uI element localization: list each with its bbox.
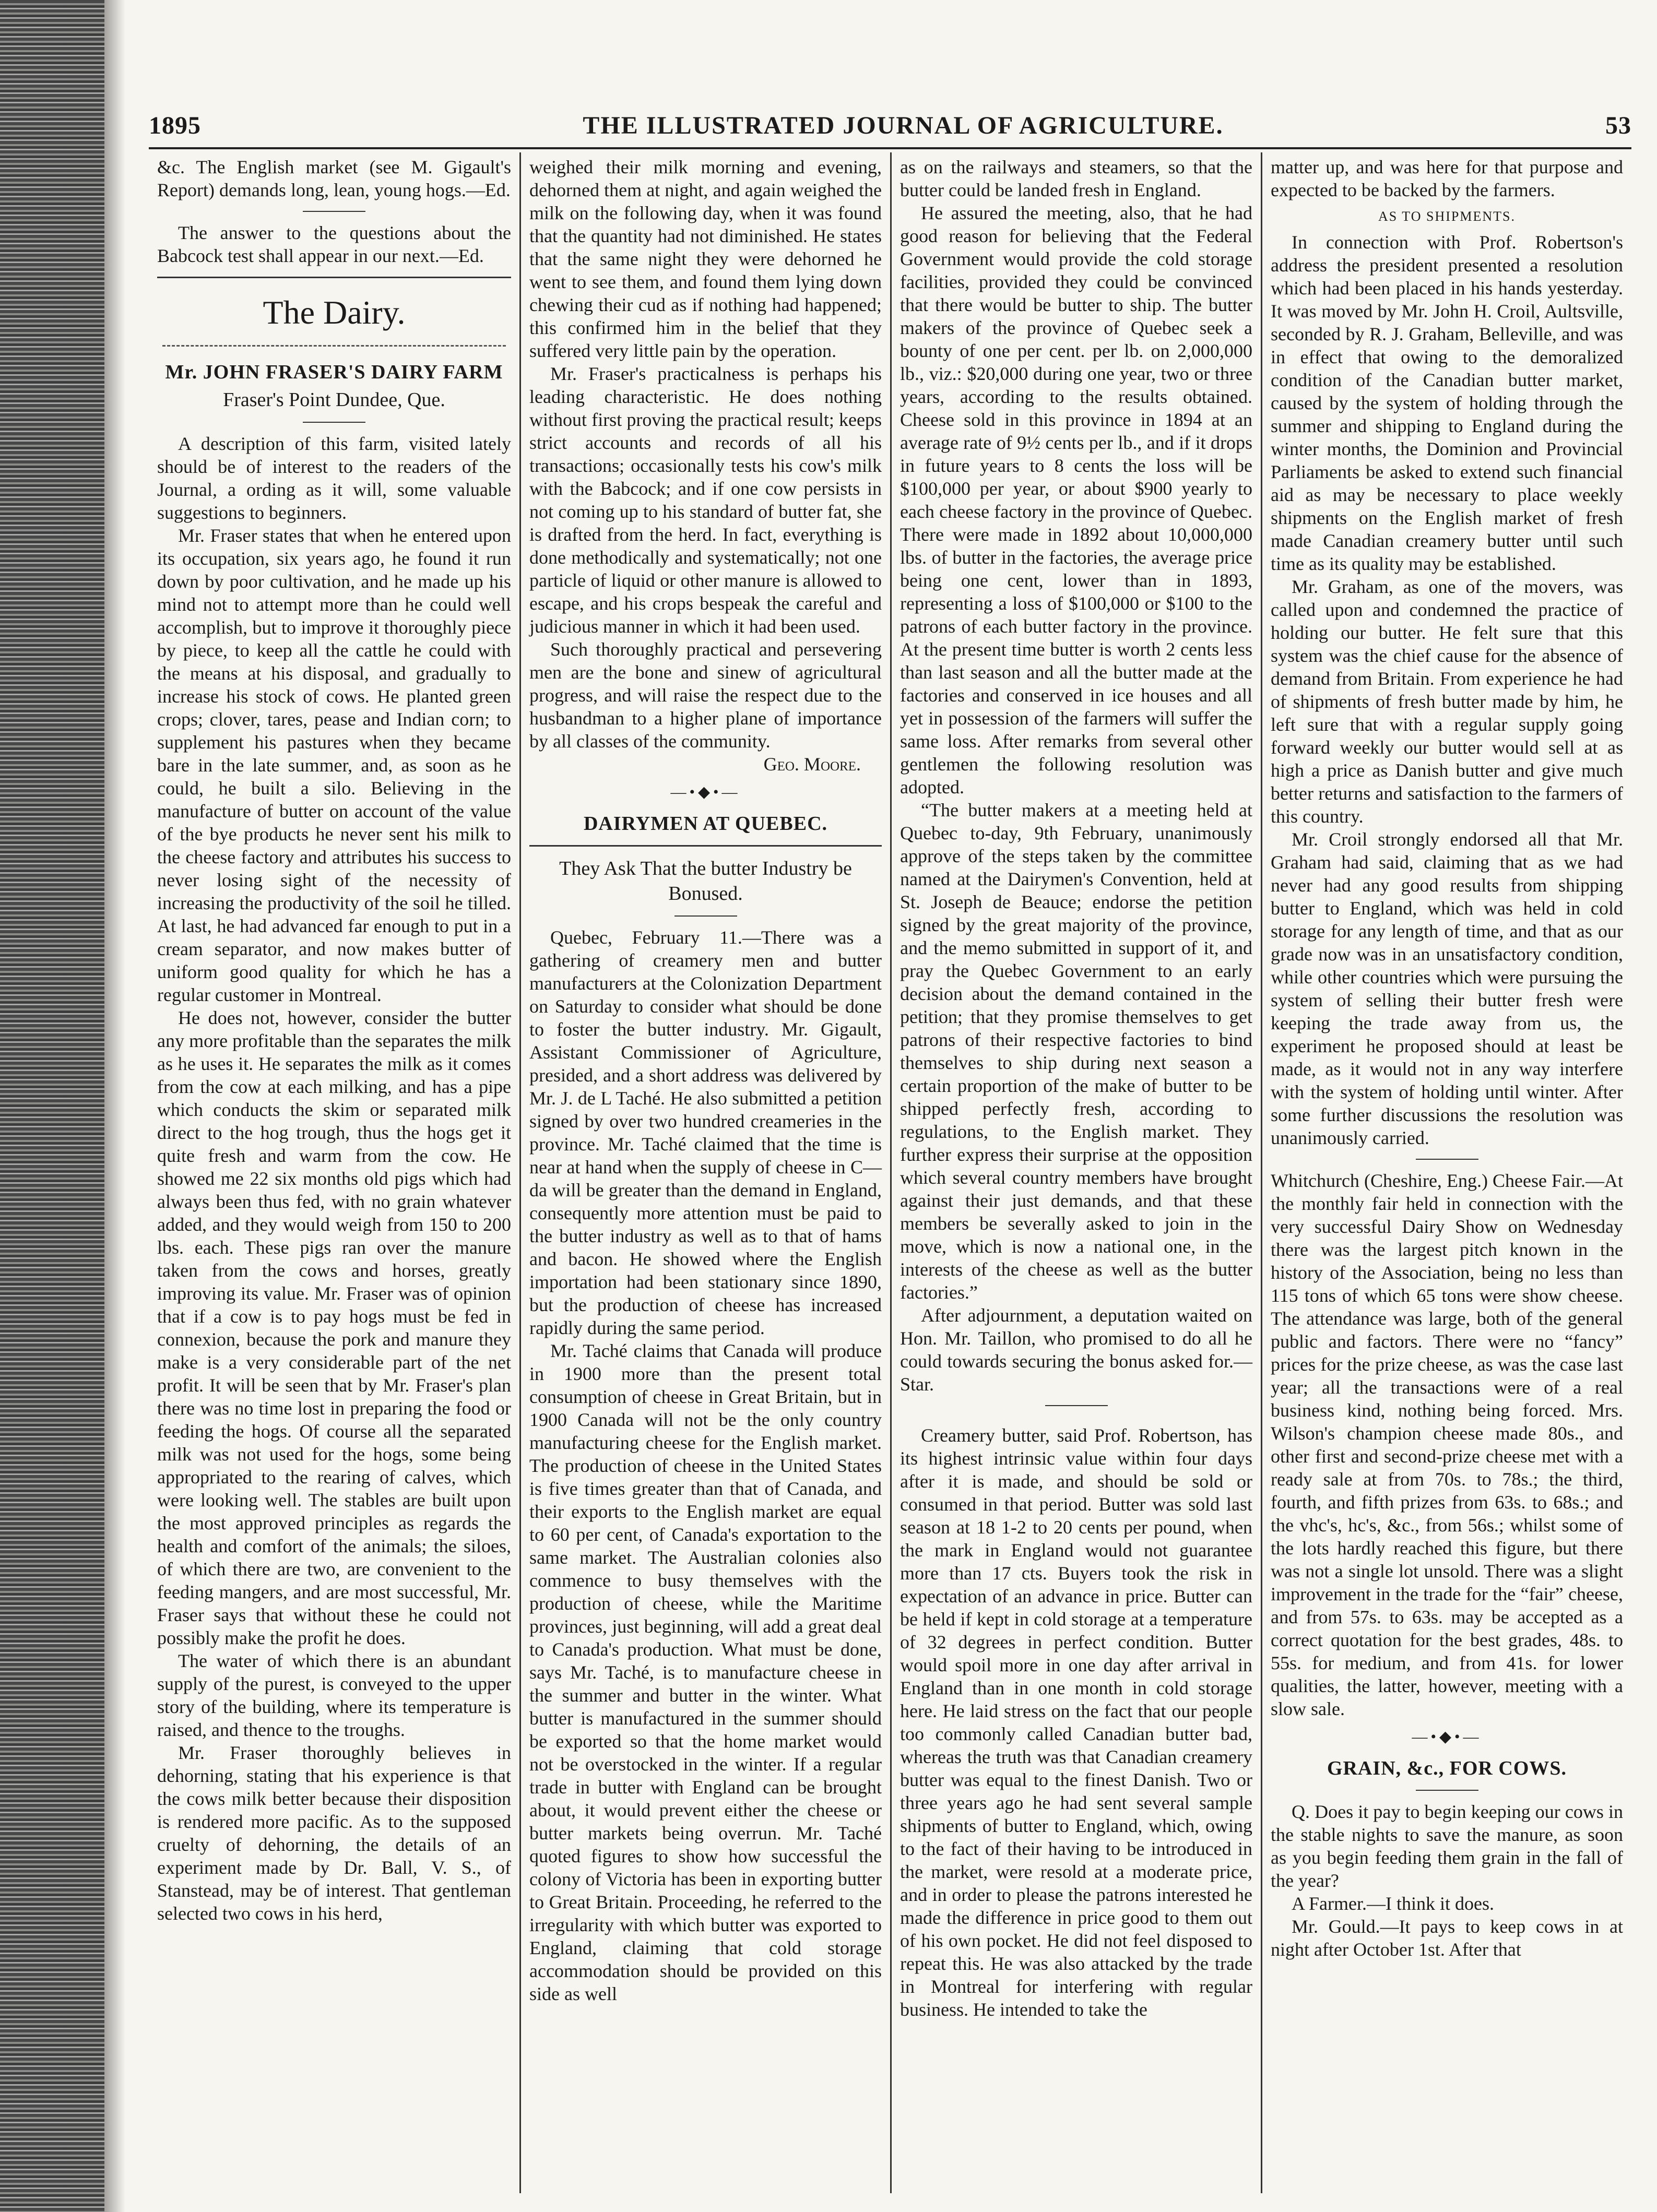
article-paragraph: After adjournment, a deputation waited on Hon. Mr. Taillon, who promised to do all he could towards securing the bonus asked for.—Star. (900, 1305, 1252, 1395)
subheading: AS TO SHIPMENTS. (1378, 209, 1516, 224)
article-paragraph: weighed their milk morning and evening, dehorned them at night, and again weighed the milk on the following day, when it was found that the quantity had not diminished. He states that the same night they were dehorned he went to see them, and found them lying down chewing their cud as if nothing had happened; this confirmed him in the belief that they suffered very little pain by the operation. (529, 157, 882, 361)
spacer (900, 1416, 1252, 1424)
article-paragraph: Mr. Fraser thoroughly believes in dehorning, stating that his experience is that the cows milk better because their disposition is rendered more pacific. As to the supposed cruelty of dehorning, the details of an experiment made by Dr. Ball, V. S., of Stanstead, may be of interest. That gentleman selected two cows in his herd, (157, 1742, 511, 1924)
column-2 (519, 152, 890, 2193)
question-paragraph: Q. Does it pay to begin keeping our cows in the stable nights to save the manure, as soon as you begin feeding them grain in the fall of the year? (1271, 1801, 1623, 1891)
article-paragraph: Such thoroughly practical and persevering men are the bone and sinew of agricultural progress, and will raise the respect due to the husbandman to a higher plane of importance by all classes of the community. (529, 639, 882, 752)
article-paragraph: Mr. Fraser's practicalness is perhaps his leading characteristic. He does nothing without first proving the practical result; keeps strict accounts and records of all his transactions; occasionally tests his cow's milk with the Babcock; and if one cow persists in not coming up to his standard of butter fat, she is drafted from the herd. In fact, everything is done methodically and systematically; not one particle of liquid or other manure is allowed to escape, and his crops bespeak the careful and judicious manner in which it had been used. (529, 363, 882, 637)
article-paragraph: In connection with Prof. Robertson's address the president presented a resolution which had been placed in his hands yesterday. It was moved by Mr. John H. Croil, Aultsville, seconded by R. J. Graham, Belleville, and was in effect that owing to the demoralized condition of the Canadian butter market, caused by the system of holding through the summer and shipping to England during the winter months, the Dominion and Provincial Parliaments be asked to extend such financial aid as may be necessary to place weekly shipments on the English market of fresh made Canadian creamery butter until such time as its quality may be established. (1271, 232, 1623, 574)
article-paragraph: Quebec, February 11.—There was a gathering of creamery men and butter manufacturers at the Colonization Department on Saturday to consider what should be done to foster the butter industry. Mr. Gigault, Assistant Commissioner of Agriculture, presided, and a short address was delivered by Mr. J. de L Taché. He also submitted a petition signed by over two hundred creameries in the province. Mr. Taché claimed that the time is near at hand when the supply of cheese in C—da will be greater than the demand in England, consequently more attention must be paid to the butter industry as well as to that of hams and bacon. He showed where the English importation had been stationary since 1890, but the production of cheese has increased rapidly during the same period. (529, 927, 882, 1338)
column-1 (149, 152, 519, 2193)
article-paragraph: “The butter makers at a meeting held at Quebec to-day, 9th February, unanimously approve of the steps taken by the committee named at the Dairymen's Convention, held at St. Joseph de Beauce; endorse the petition signed by the great majority of the province, and the memo submitted in support of it, and pray the Quebec Government to an early decision about the demand contained in the petition; that they promise themselves to get patrons of their respective factories to bind themselves to ship during next season a certain proportion of the make of butter to be shipped perfectly fresh, according to regulations, to the English market. They further express their surprise at the opposition which several country members have brought against their just demands, and that these members be severally asked to join in the move, which is now a national one, in the interests of the cheese as well as the butter factories.” (900, 800, 1252, 1303)
article-paragraph: Mr. Croil strongly endorsed all that Mr. Graham had said, claiming that as we had never had any good results from shipping butter to England, which was held in cold storage for any length of time, and that as our grade now was in an unsatisfactory condition, while other countries which were pursuing the system of selling their butter fresh were keeping the trade away from us, the experiment he proposed should at least be made, as it would not in any way interfere with the system of holding until winter. After some further discussions the resolution was unanimously carried. (1271, 829, 1623, 1148)
divider (1045, 1405, 1108, 1406)
article-paragraph: as on the railways and steamers, so that the butter could be landed fresh in England. (900, 157, 1252, 200)
news-item-lead: Whitchurch (Cheshire, Eng.) Cheese Fair. (1271, 1170, 1585, 1191)
news-item-body: —At the monthly fair held in connection with the very successful Dairy Show on Wednesday there was the largest pitch known in the history of the Association, being no less than 115 tons of which 65 tons were show cheese. The attendance was large, both of the general public and factors. There were no “fancy” prices for the prize cheese, as was the case last year; all the transactions were of a real business kind, nothing being forced. Mrs. Wilson's champion cheese made 80s., and other first and second-prize cheese met with a ready sale at from 70s. to 78s.; the third, fourth, and fifth prizes from 63s. to 68s.; and the vhc's, hc's, &c., from 56s.; whilst some of the lots hardly reached this figure, but there was not a single lot unsold. There was a slight improvement in the trade for the “fair” cheese, and from 57s. to 63s. may be accepted as a correct quotation for the best grades, 48s. to 55s. for medium, and from 41s. for lower qualities, the latter, however, meeting with a slow sale. (1271, 1170, 1623, 1719)
divider (303, 422, 365, 423)
answer-paragraph: A Farmer.—I think it does. (1292, 1893, 1494, 1914)
answer-paragraph: Mr. Gould.—It pays to keep cows in at night after October 1st. After that (1271, 1916, 1623, 1960)
dashed-divider (162, 345, 506, 347)
divider (1416, 1790, 1478, 1791)
section-title: The Dairy. (263, 294, 406, 331)
article-paragraph: The water of which there is an abundant supply of the purest, is conveyed to the upper story of the building, where its temperature is raised, and thence to the troughs. (157, 1650, 511, 1740)
editor-note: The answer to the questions about the Babcock test shall appear in our next.—Ed. (157, 222, 511, 266)
divider (529, 845, 882, 847)
article-paragraph: Creamery butter, said Prof. Robertson, has its highest intrinsic value within four days after it is made, and should be sold or consumed in that period. Butter was sold last season at 18 1-2 to 20 cents per pound, when the mark in England would not guarantee more than 17 cts. Buyers took the risk in expectation of an advance in price. Butter can be held if kept in cold storage at a temperature of 32 degrees in perfect condition. Butter would spoil more in one day after arrival in England than in one month in cold storage here. He laid stress on the fact that our people too commonly called Canadian butter bad, whereas the truth was that Canadian creamery butter was equal to the finest Danish. Two or three years ago he had sent several sample shipments of butter to England, which, owing to the fact of their having to be introduced in the market, were resold at a moderate price, and in order to please the patrons interested he made the difference in price good to them out of his own pocket. He did not feel disposed to repeat this. He was also attacked by the trade in Montreal for interfering with regular business. He intended to take the (900, 1425, 1252, 2020)
article-paragraph: He does not, however, consider the butter any more profitable than the separates the milk as he uses it. He separates the milk as it comes from the cow at each milking, and has a pipe which conducts the skim or separated milk direct to the hog trough, thus the hogs get it quite fresh and warm from the cow. He showed me 22 six months old pigs which had always been thus fed, with no grain whatever added, and they would weigh from 150 to 200 lbs. each. These pigs ran over the manure taken from the cows and horses, greatly improving its value. Mr. Fraser was of opinion that if a cow is to pay hogs must be fed in connexion, because the pork and manure they make is a very considerable part of the net profit. It will be seen that by Mr. Fraser's plan there was no time lost in preparing the food or feeding the hogs. Of course all the separated milk was not used for the hogs, some being appropriated to the rearing of calves, which were looking well. The stables are built upon the most approved principles as regards the health and comfort of the animals; the siloes, of which there are two, are convenient to the feeding mangers, and are most successful, Mr. Fraser says that without these he could not possibly make the profit he does. (157, 1007, 511, 1648)
divider (303, 211, 365, 212)
article-title: Mr. JOHN FRASER'S DAIRY FARM (165, 361, 503, 383)
article-paragraph: He assured the meeting, also, that he had good reason for believing that the Federal Government would provide the cold storage facilities, provided they could be convinced that there would be butter to ship. The butter makers of the province of Quebec seek a bounty of one per cent. per lb. on 2,000,000 lb., viz.: $20,000 during one year, two or three years, according to the results obtained. Cheese sold in this province in 1894 at an average rate of 9½ cents per lb., and if it drops in future years to 8 cents the loss will be $100,000 per year, or about $900 yearly to each cheese factory in the province of Quebec. There were made in 1892 about 10,000,000 lbs. of butter in the factories, the average price being one cent, lower than in 1893, representing a loss of $100,000 or $100 to the patrons of each butter factory in the province. At the present time butter is worth 2 cents less than last season and all the butter made at the factories and conserved in ice houses and all yet in possession of the farmers will suffer the same loss. After remarks from several other gentlemen the following resolution was adopted. (900, 203, 1252, 798)
page-columns (149, 152, 1631, 2193)
author-signature: Geo. Moore. (763, 754, 861, 775)
ornament-divider: —•◆•— (670, 783, 741, 801)
divider (157, 277, 511, 278)
article-title: DAIRYMEN AT QUEBEC. (583, 813, 828, 835)
divider (674, 915, 737, 917)
column-4 (1261, 152, 1631, 2193)
binding-shadow (104, 0, 125, 2212)
article-paragraph: matter up, and was here for that purpose and expected to be backed by the farmers. (1271, 157, 1623, 200)
article-paragraph: Mr. Fraser states that when he entered upon its occupation, six years ago, he found it run down by poor cultivation, and he made up his mind not to attempt more than he could well accomplish, but to improve it thoroughly piece by piece, to keep all the cattle he could with the means at his disposal, and gradually to increase his stock of cows. He planted green crops; clover, tares, pease and Indian corn; to supplement his pastures when they became bare in the late summer, and, as soon as he could, he built a silo. Believing in the manufacture of butter on account of the value of the bye products he never sent his milk to the cheese factory and attributes his success to never losing sight of the necessity of increasing the productivity of the soil he tilled. At last, he had advanced far enough to put in a cream separator, and now makes butter of uniform good quality for which he has a regular customer in Montreal. (157, 525, 511, 1005)
page-number: 53 (1605, 111, 1631, 139)
journal-title: THE ILLUSTRATED JOURNAL OF AGRICULTURE. (583, 111, 1224, 139)
article-paragraph: Mr. Taché claims that Canada will produce in 1900 more than the present total consumption of cheese in Great Britain, but in 1900 Canada will not be the only country manufacturing cheese for the English market. The production of cheese in the United States is five times greater than that of Canada, and their exports to the English market are equal to 60 per cent, of Canada's exportation to the same market. The Australian colonies also commence to busy themselves with the production of cheese, while the Maritime provinces, just beginning, will add a great deal to Canada's production. What must be done, says Mr. Taché, is to manufacture cheese in the summer and butter in the winter. What butter is manufactured in the summer should be exported so that the home market would not be overstocked in the winter. If a regular trade in butter with England can be brought about, it would prevent either the cheese or butter markets being overrun. Mr. Taché quoted figures to show how successful the colony of Victoria has been in exporting butter to Great Britain. Proceeding, he referred to the irregularity with which butter was exported to England, claiming that cold storage accommodation should be provided on this side as well (529, 1340, 882, 2004)
page-header (149, 107, 1631, 144)
header-year: 1895 (149, 111, 201, 139)
editor-note: &c. The English market (see M. Gigault's Report) demands long, lean, young hogs.—Ed. (157, 157, 511, 200)
article-title: GRAIN, &c., FOR COWS. (1327, 1757, 1567, 1779)
ornament-divider: —•◆•— (1412, 1728, 1482, 1745)
article-paragraph: A description of this farm, visited lately should be of interest to the readers of the Journal, a ording as it will, some valuable suggestions to beginners. (157, 433, 511, 523)
news-item (1271, 1169, 1623, 1720)
page-binding-edge (0, 0, 104, 2212)
article-paragraph: Mr. Graham, as one of the movers, was called upon and condemned the practice of holding our butter. He felt sure that this system was the chief cause for the absence of demand from Britain. From experience he had of shipments of fresh butter made by him, he left sure that with a regular supply going forward weekly our butter would sell at as high a price as Danish butter and give much better returns and satisfaction to the farmers of this country. (1271, 576, 1623, 827)
header-rule (149, 147, 1631, 149)
divider (1416, 1159, 1478, 1160)
column-3 (890, 152, 1261, 2193)
article-subtitle: They Ask That the butter Industry be Bonused. (559, 858, 852, 905)
article-subtitle: Fraser's Point Dundee, Que. (223, 389, 445, 411)
